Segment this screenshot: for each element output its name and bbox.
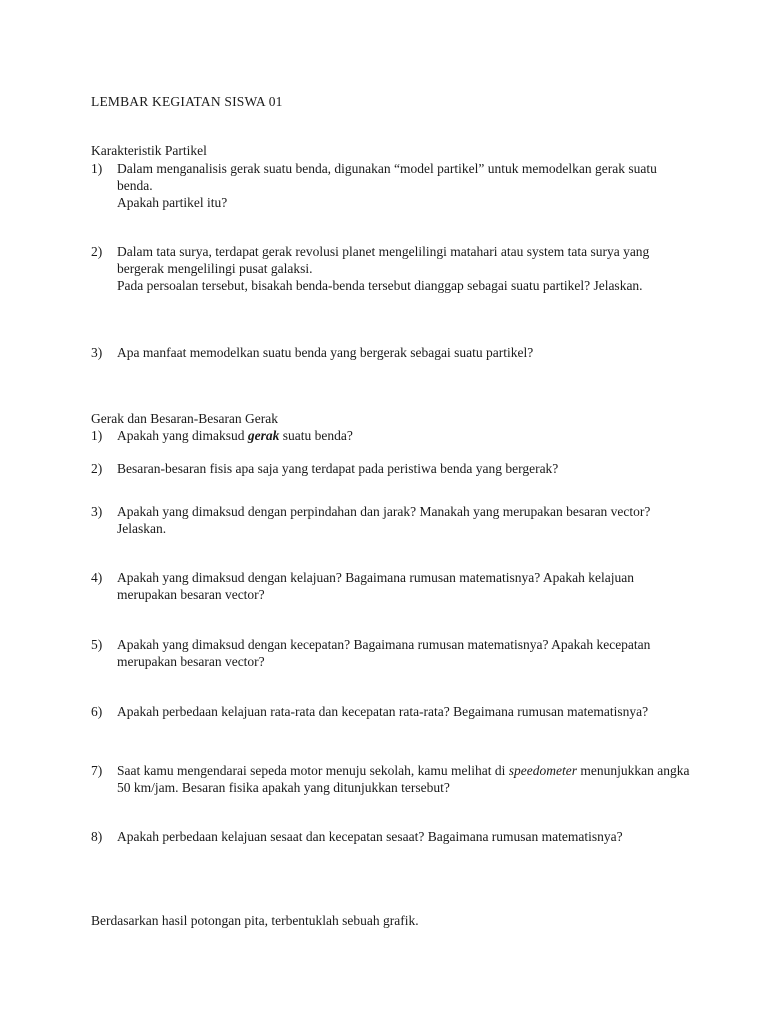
question-text: Apakah yang dimaksud dengan kelajuan? Bagaimana rumusan matematisnya? Apakah kelajuan merupakan besaran vector?: [117, 570, 634, 602]
question-s2-6: [91, 703, 691, 720]
question-number: 7): [91, 763, 103, 778]
question-s2-1: [91, 427, 691, 444]
question-text: Dalam tata surya, terdapat gerak revolusi planet mengelilingi matahari atau system tata surya yang bergerak mengelilingi pusat galaksi.: [117, 244, 650, 276]
question-text: Apa manfaat memodelkan suatu benda yang bergerak sebagai suatu partikel?: [117, 345, 534, 360]
question-s2-4: [91, 569, 691, 603]
question-text: suatu benda?: [279, 428, 353, 443]
question-text: Saat kamu mengendarai sepeda motor menuju sekolah, kamu melihat di: [117, 763, 509, 778]
question-number: 5): [91, 637, 103, 652]
question-s2-8: [91, 828, 691, 845]
question-text: Apakah yang dimaksud: [117, 428, 248, 443]
question-s1-3: [91, 344, 691, 361]
question-text: Dalam menganalisis gerak suatu benda, digunakan “model partikel” untuk memodelkan gerak suatu benda.: [117, 161, 657, 193]
question-text: Apakah perbedaan kelajuan sesaat dan kecepatan sesaat? Bagaimana rumusan matematisnya?: [117, 829, 623, 844]
question-s2-5: [91, 636, 691, 670]
question-number: 1): [91, 428, 103, 443]
question-number: 2): [91, 244, 103, 259]
question-number: 3): [91, 504, 103, 519]
question-number: 3): [91, 345, 103, 360]
question-text: Apakah yang dimaksud dengan perpindahan dan jarak? Manakah yang merupakan besaran vector? Jelaskan.: [117, 504, 651, 536]
question-text: Apakah partikel itu?: [117, 195, 228, 210]
emphasis-term: gerak: [247, 428, 280, 443]
question-text: Apakah perbedaan kelajuan rata-rata dan kecepatan rata-rata? Begaimana rumusan matematisnya?: [117, 704, 649, 719]
worksheet-title: LEMBAR KEGIATAN SISWA 01: [91, 94, 283, 109]
question-number: 8): [91, 829, 103, 844]
question-number: 2): [91, 461, 103, 476]
question-number: 6): [91, 704, 103, 719]
emphasis-term: speedometer: [508, 763, 577, 778]
question-s2-7: [91, 762, 691, 796]
question-number: 1): [91, 161, 103, 176]
question-number: 4): [91, 570, 103, 585]
closing-text: Berdasarkan hasil potongan pita, terbentuklah sebuah grafik.: [91, 913, 419, 928]
question-text: menunjukkan angka 50 km/jam. Besaran fisika apakah yang ditunjukkan tersebut?: [117, 763, 690, 795]
question-text: Pada persoalan tersebut, bisakah benda-benda tersebut dianggap sebagai suatu partikel? Jelaskan.: [117, 278, 643, 293]
question-s1-2: [91, 243, 691, 294]
question-s2-3: [91, 503, 691, 537]
question-text: Besaran-besaran fisis apa saja yang terdapat pada peristiwa benda yang bergerak?: [117, 461, 559, 476]
question-s2-2: [91, 460, 691, 477]
question-s1-1: [91, 160, 691, 211]
section-heading-gerak: Gerak dan Besaran-Besaran Gerak: [91, 411, 279, 426]
question-text: Apakah yang dimaksud dengan kecepatan? Bagaimana rumusan matematisnya? Apakah kecepatan merupakan besaran vector?: [117, 637, 651, 669]
section-heading-karakteristik: Karakteristik Partikel: [91, 143, 207, 158]
